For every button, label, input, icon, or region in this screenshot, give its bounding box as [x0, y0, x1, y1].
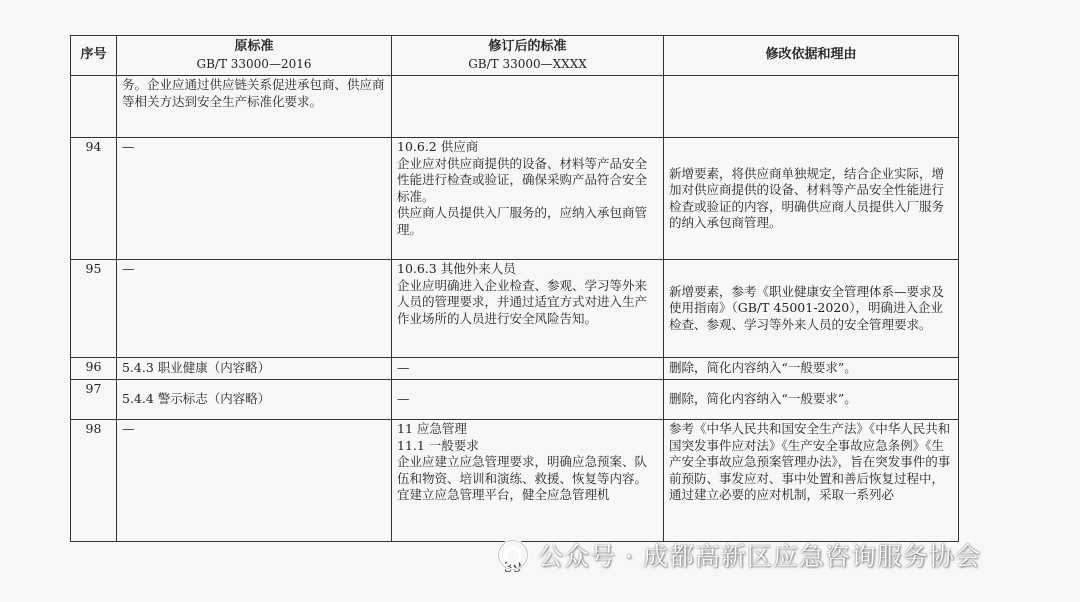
table-row — [71, 138, 959, 260]
wechat-official-account-icon — [496, 538, 530, 572]
row-number — [71, 76, 117, 138]
reason-cell: 参考《中华人民共和国安全生产法》《中华人民共和国突发事件应对法》《生产安全事故应急条例》《生产安全事故应急预案管理办法》，旨在突发事件的事前预防、事发应对、事中处置和善后恢复过程中，通过建立必要的应对机制，采取一系列必 — [664, 420, 959, 542]
wechat-watermark — [496, 535, 981, 575]
row-number: 96 — [71, 358, 117, 380]
original-cell: — — [117, 420, 392, 542]
original-cell: — — [117, 138, 392, 260]
table-header-row — [71, 36, 959, 76]
reason-cell: 新增要素，将供应商单独规定，结合企业实际，增加对供应商提供的设备、材料等产品安全性能进行检查或验证的内容，明确供应商人员提供入厂服务的纳入承包商管理。 — [664, 138, 959, 260]
reason-cell — [664, 76, 959, 138]
header-revised-standard — [392, 36, 664, 76]
watermark-text: 公众号 · 成都高新区应急咨询服务协会 — [538, 542, 981, 571]
revised-cell — [392, 76, 664, 138]
row-number: 98 — [71, 420, 117, 542]
row-number: 95 — [71, 260, 117, 358]
revised-cell: 11 应急管理 11.1 一般要求 企业应建立应急管理要求，明确应急预案、队伍和物资、培训和演练、救援、恢复等内容。 宜建立应急管理平台，健全应急管理机 — [392, 420, 664, 542]
table-row — [71, 420, 959, 542]
original-cell: 务。企业应通过供应链关系促进承包商、供应商等相关方达到安全生产标准化要求。 — [117, 76, 392, 138]
header-original-standard — [117, 36, 392, 76]
table-row — [71, 358, 959, 380]
header-original-title: 原标准 — [234, 39, 274, 54]
revised-cell: — — [392, 380, 664, 420]
reason-cell: 删除，简化内容纳入“一般要求”。 — [664, 380, 959, 420]
header-revised-title: 修订后的标准 — [488, 39, 567, 54]
page-number: 39 — [504, 560, 522, 576]
table-row — [71, 260, 959, 358]
revised-cell: — — [392, 358, 664, 380]
row-number: 94 — [71, 138, 117, 260]
table-row — [71, 380, 959, 420]
header-revised-code: GB/T 33000—XXXX — [468, 56, 587, 71]
original-cell: 5.4.4 警示标志（内容略） — [117, 380, 392, 420]
reason-cell: 删除，简化内容纳入“一般要求”。 — [664, 358, 959, 380]
original-cell: 5.4.3 职业健康（内容略） — [117, 358, 392, 380]
original-cell: — — [117, 260, 392, 358]
header-no: 序号 — [71, 36, 117, 76]
revised-cell: 10.6.3 其他外来人员 企业应明确进入企业检查、参观、学习等外来人员的管理要求，并通过适宜方式对进入生产作业场所的人员进行安全风险告知。 — [392, 260, 664, 358]
header-original-code: GB/T 33000—2016 — [196, 56, 312, 71]
row-number: 97 — [71, 380, 117, 420]
standard-comparison-table — [70, 35, 959, 542]
header-reason: 修改依据和理由 — [664, 36, 959, 76]
revised-cell: 10.6.2 供应商 企业应对供应商提供的设备、材料等产品安全性能进行检查或验证，确保采购产品符合安全标准。 供应商人员提供入厂服务的，应纳入承包商管理。 — [392, 138, 664, 260]
reason-cell: 新增要素，参考《职业健康安全管理体系—要求及使用指南》（GB/T 45001-2020），明确进入企业检查、参观、学习等外来人员的安全管理要求。 — [664, 260, 959, 358]
table-row — [71, 76, 959, 138]
